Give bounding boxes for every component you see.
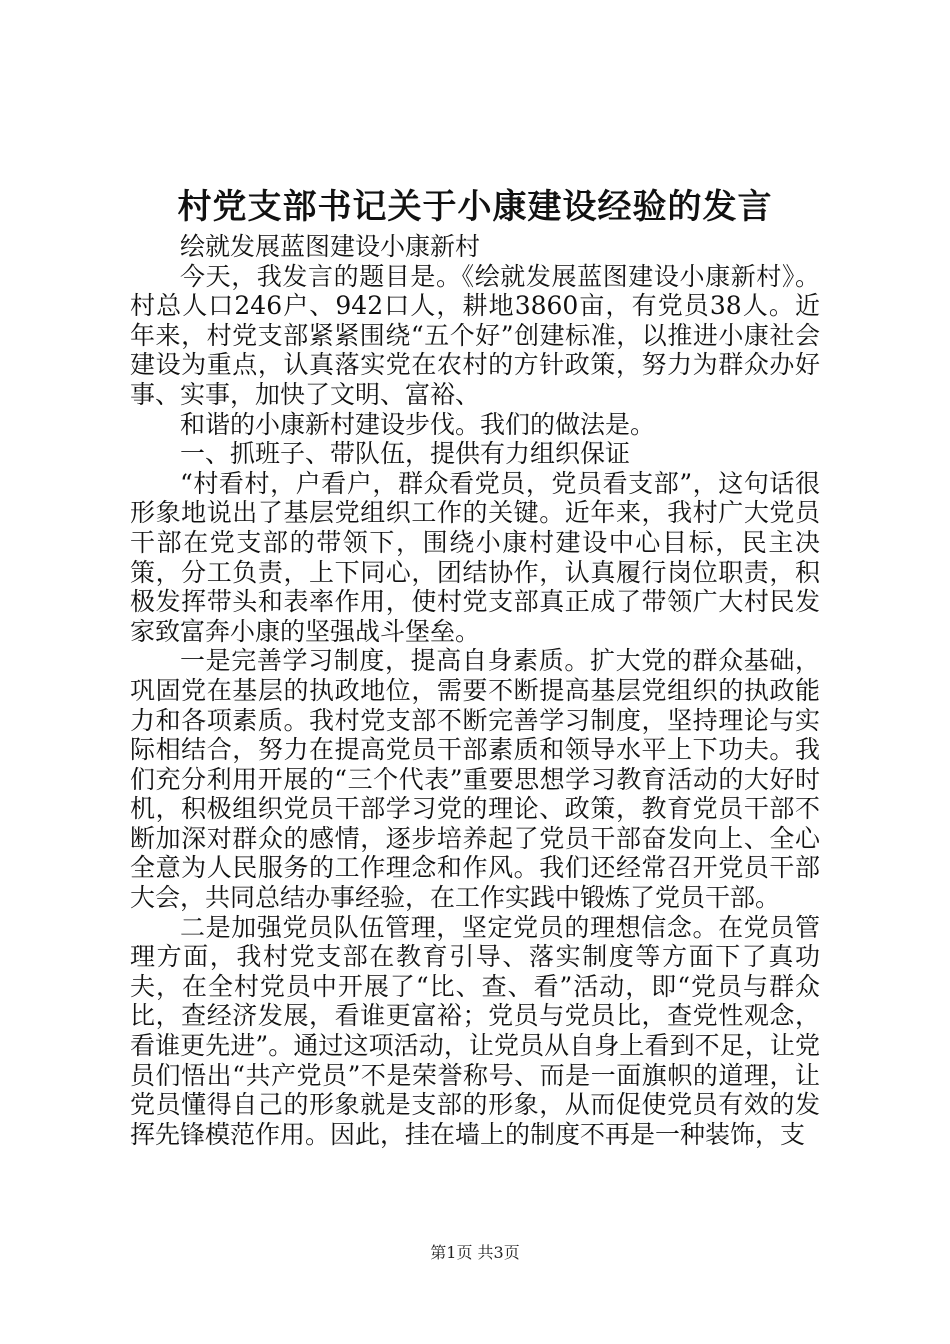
document-body [130,232,820,1149]
section-heading-1: 一、抓班子、带队伍，提供有力组织保证 [180,439,631,469]
document-title: 村党支部书记关于小康建设经验的发言 [177,187,773,227]
body-paragraph: 二是加强党员队伍管理，坚定党员的理想信念。在党员管理方面，我村党支部在教育引导、落实制度等方面下了真功夫，在全村党员中开展了“比、查、看”活动，即“党员与群众比，查经济发展，看谁更富裕；党员与党员比，查党性观念，看谁更先进”。通过这项活动，让党员从自身上看到不足，让党员们悟出“共产党员”不是荣誉称号、而是一面旗帜的道理，让党员懂得自己的形象就是支部的形象，从而促使党员有效的发挥先锋模范作用。因此，挂在墙上的制度不再是一种装饰，支 [130,912,820,1149]
page-footer: 第1页 共3页 [430,1243,520,1262]
body-paragraph: “村看村，户看户，群众看党员，党员看支部”，这句话很形象地说出了基层党组织工作的关键。近年来，我村广大党员干部在党支部的带领下，围绕小康村建设中心目标，民主决策，分工负责，上下同心，团结协作，认真履行岗位职责，积极发挥带头和表率作用，使村党支部真正成了带领广大村民发家致富奔小康的坚强战斗堡垒。 [130,468,820,646]
intro-paragraph: 今天，我发言的题目是。《绘就发展蓝图建设小康新村》。村总人口246户、942口人，耕地3860亩，有党员38人。近年来，村党支部紧紧围绕“五个好”创建标准，以推进小康社会建设为重点，认真落实党在农村的方针政策，努力为群众办好事、实事，加快了文明、富裕、 [130,261,820,409]
subtitle-paragraph: 绘就发展蓝图建设小康新村 [180,232,481,261]
intro-continuation-paragraph: 和谐的小康新村建设步伐。我们的做法是。 [180,409,656,439]
body-paragraph: 一是完善学习制度，提高自身素质。扩大党的群众基础，巩固党在基层的执政地位，需要不断提高基层党组织的执政能力和各项素质。我村党支部不断完善学习制度，坚持理论与实际相结合，努力在提高党员干部素质和领导水平上下功夫。我们充分利用开展的“三个代表”重要思想学习教育活动的大好时机，积极组织党员干部学习党的理论、政策，教育党员干部不断加深对群众的感情，逐步培养起了党员干部奋发向上、全心全意为人民服务的工作理念和作风。我们还经常召开党员干部大会，共同总结办事经验，在工作实践中锻炼了党员干部。 [130,646,820,913]
